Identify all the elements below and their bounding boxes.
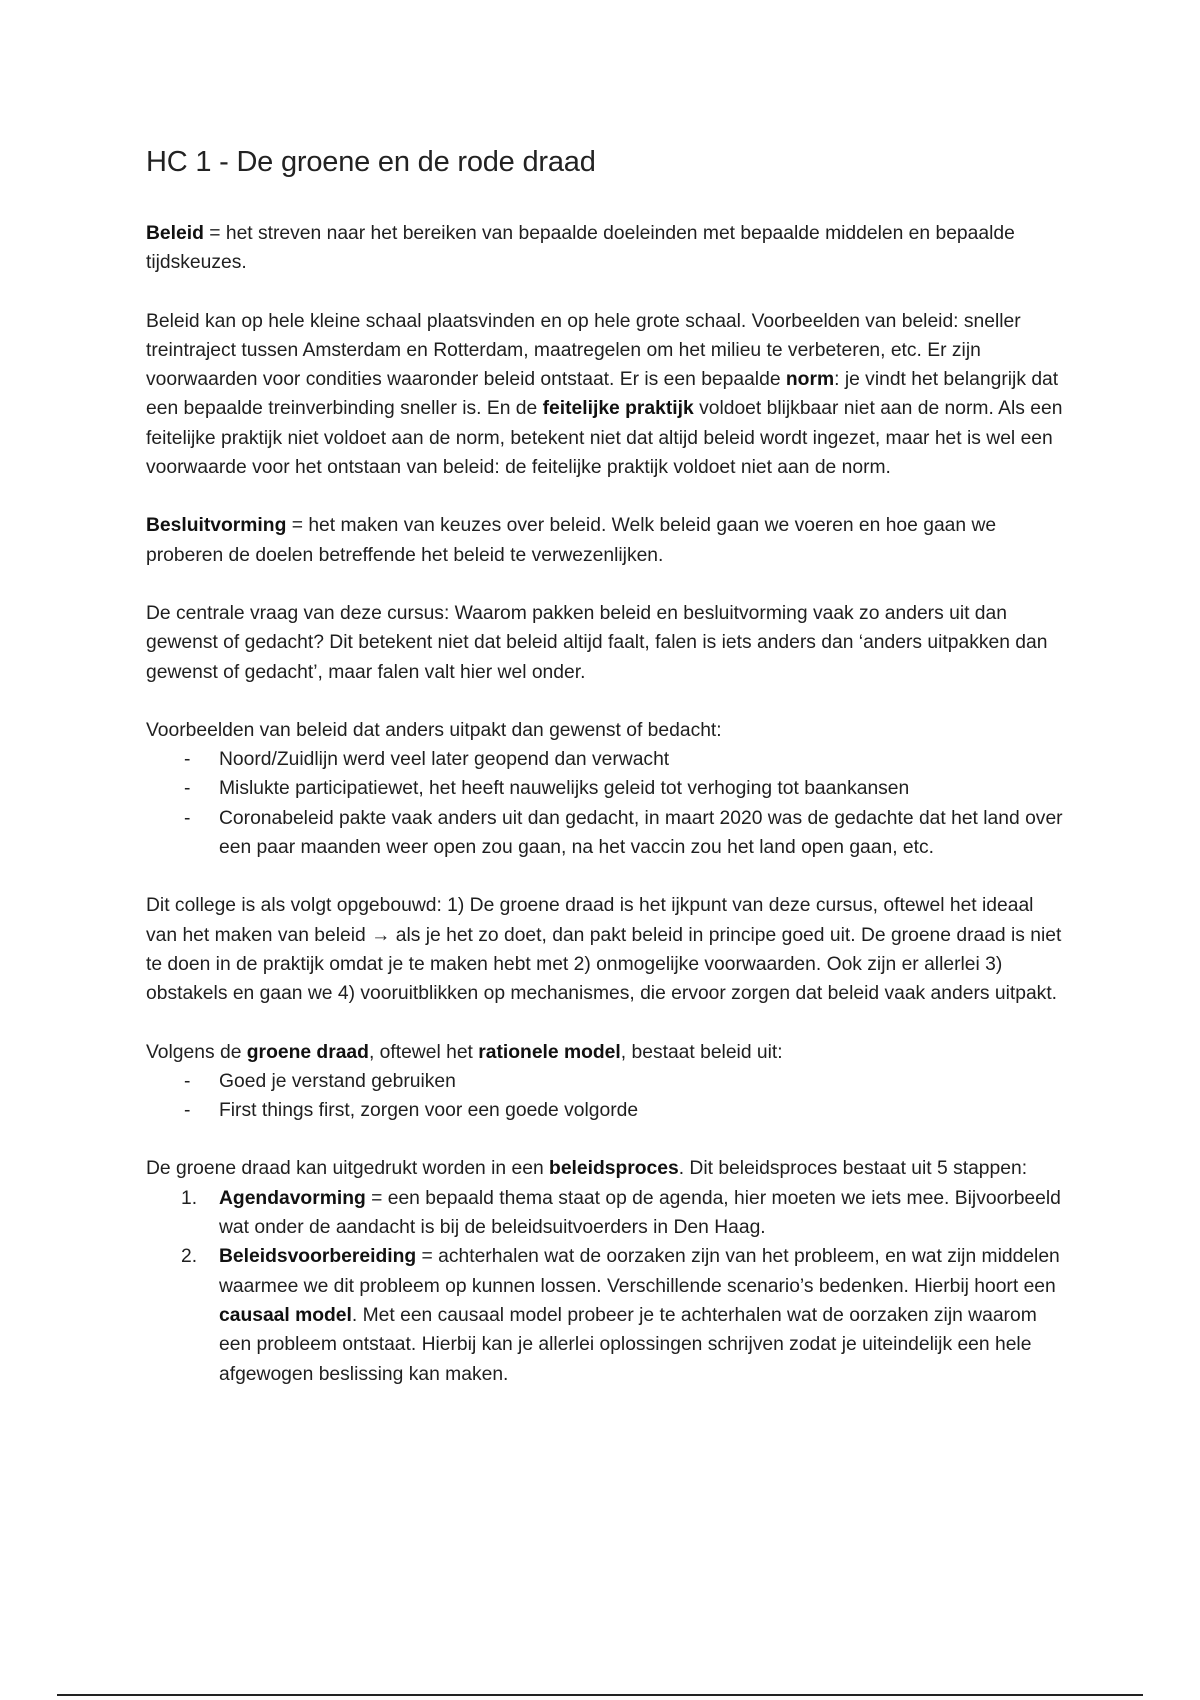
list-item: - First things first, zorgen voor een goede volgorde bbox=[184, 1100, 639, 1122]
paragraph-voorbeelden-intro: Voorbeelden van beleid dat anders uitpakt dan gewenst of bedacht: bbox=[146, 719, 722, 741]
term-besluitvorming: Besluitvorming bbox=[146, 515, 287, 537]
page-title: HC 1 - De groene en de rode draad bbox=[146, 146, 596, 178]
beleidsproces-steps bbox=[146, 1184, 1066, 1389]
term-feitelijke-praktijk: feitelijke praktijk bbox=[542, 398, 694, 420]
list-item: - Coronabeleid pakte vaak anders uit dan gedacht, in maart 2020 was de gedachte dat het land over een paar maanden weer open zou gaan, na het vaccin zou het land open gaan, etc. bbox=[184, 807, 1063, 859]
term-rationele-model: rationele model bbox=[478, 1041, 621, 1063]
document-page bbox=[146, 146, 1066, 1418]
list-item: - Goed je verstand gebruiken bbox=[184, 1070, 456, 1092]
term-agendavorming: Agendavorming bbox=[219, 1187, 366, 1209]
term-groene-draad: groene draad bbox=[246, 1041, 369, 1063]
definition-besluitvorming: Besluitvorming = het maken van keuzes over beleid. Welk beleid gaan we voeren en hoe gaan we proberen de doelen betreffende het beleid te verwezenlijken. bbox=[146, 515, 997, 566]
list-item: - Mislukte participatiewet, het heeft nauwelijks geleid tot verhoging tot baankansen bbox=[184, 778, 910, 800]
groene-draad-list bbox=[146, 1067, 1066, 1126]
term-norm: norm bbox=[785, 369, 835, 391]
paragraph-college-opbouw: Dit college is als volgt opgebouwd: 1) De groene draad is het ijkpunt van deze cursus, oftewel het ideaal van het maken van beleid → als je het zo doet, dan pakt beleid in principe goed uit. De groene draad is niet te doen in de praktijk omdat je te maken hebt met 2) onmogelijke voorwaarden. Ook zijn er allerlei 3) obstakels en gaan we 4) vooruitblikken op mechanismes, die ervoor zorgen dat beleid vaak anders uitpakt. bbox=[146, 895, 1062, 1005]
definition-beleid: Beleid = het streven naar het bereiken van bepaalde doeleinden met bepaalde middelen en bepaalde tijdskeuzes. bbox=[146, 223, 1015, 274]
step-item-agendavorming: 1. Agendavorming = een bepaald thema staat op de agenda, hier moeten we iets mee. Bijvoorbeeld wat onder de aandacht is bij de beleidsuitvoerders in Den Haag. bbox=[181, 1187, 1061, 1239]
paragraph-beleid-schaal: Beleid kan op hele kleine schaal plaatsvinden en op hele grote schaal. Voorbeelden van beleid: sneller treintraject tussen Amsterdam en Rotterdam, maatregelen om het milieu te verbeteren, etc. Er zijn voorwaarden voor condities waaronder beleid ontstaat. Er is een bepaalde norm: je vindt het belangrijk dat een bepaalde treinverbinding sneller is. En de feitelijke praktijk voldoet blijkbaar niet aan de norm. Als een feitelijke praktijk niet voldoet aan de norm, betekent niet dat altijd beleid wordt ingezet, maar het is wel een voorwaarde voor het ontstaan van beleid: de feitelijke praktijk voldoet niet aan de norm. bbox=[146, 310, 1063, 479]
term-beleid: Beleid bbox=[146, 223, 204, 244]
paragraph-centrale-vraag: De centrale vraag van deze cursus: Waarom pakken beleid en besluitvorming vaak zo anders uit dan gewenst of gedacht? Dit betekent niet dat beleid altijd faalt, falen is iets anders dan ‘anders uitpakken dan gewenst of gedacht’, maar falen valt hier wel onder. bbox=[146, 602, 1048, 683]
paragraph-groene-draad: Volgens de groene draad, oftewel het rationele model, bestaat beleid uit: bbox=[146, 1041, 783, 1063]
term-causaal-model: causaal model bbox=[219, 1304, 352, 1326]
list-item: - Noord/Zuidlijn werd veel later geopend dan verwacht bbox=[184, 749, 670, 771]
examples-list bbox=[146, 745, 1066, 862]
step-item-beleidsvoorbereiding: 2. Beleidsvoorbereiding = achterhalen wat de oorzaken zijn van het probleem, en wat zijn middelen waarmee we dit probleem op kunnen lossen. Verschillende scenario’s bedenken. Hierbij hoort een causaal model. Met een causaal model probeer je te achterhalen wat de oorzaken zijn waarom een probleem ontstaat. Hierbij kan je allerlei oplossingen schrijven zodat je uiteindelijk een hele afgewogen beslissing kan maken. bbox=[181, 1246, 1060, 1385]
paragraph-beleidsproces: De groene draad kan uitgedrukt worden in een beleidsproces. Dit beleidsproces bestaat uit 5 stappen: bbox=[146, 1158, 1028, 1180]
page-bottom-divider bbox=[57, 1694, 1143, 1696]
term-beleidsproces: beleidsproces bbox=[549, 1158, 679, 1180]
term-beleidsvoorbereiding: Beleidsvoorbereiding bbox=[219, 1246, 417, 1268]
